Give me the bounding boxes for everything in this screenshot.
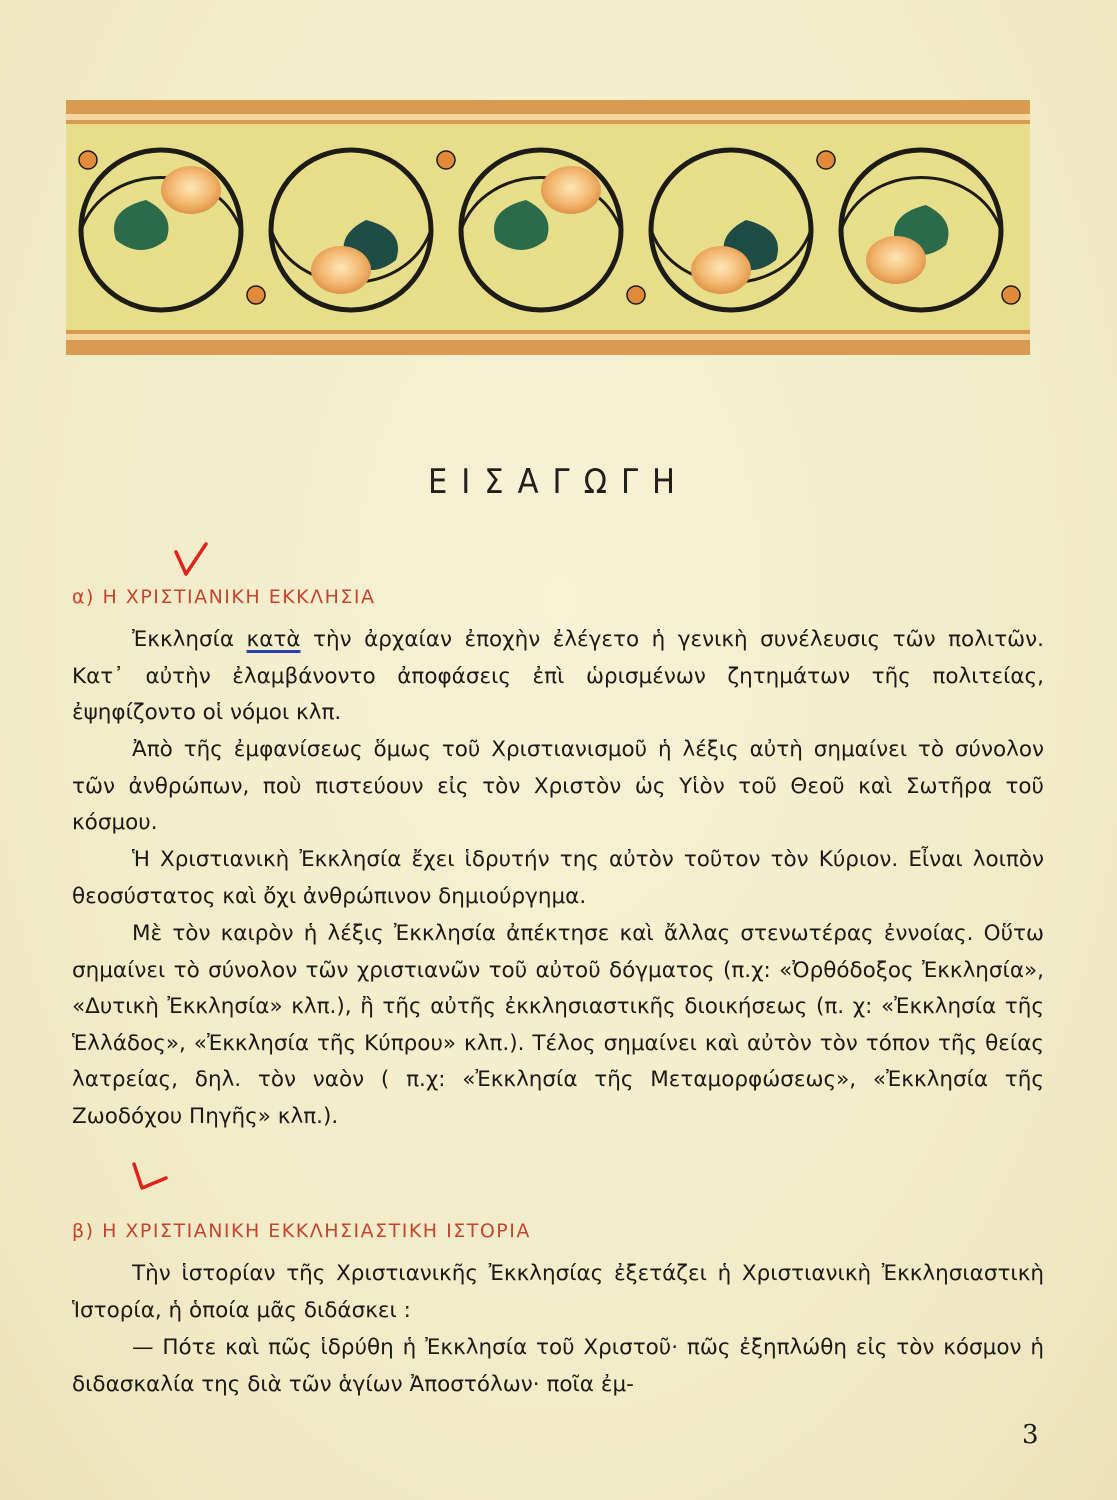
chapter-title: ΕΙΣΑΓΩΓΗ: [427, 462, 690, 502]
paragraph: [72, 916, 1044, 1135]
ornamental-banner: [66, 100, 1030, 355]
paragraph-text-start: Ἐκκλησία: [132, 627, 247, 652]
red-check-mark: [170, 540, 210, 580]
page-number: 3: [1022, 1420, 1039, 1450]
underlined-word: κατὰ: [246, 627, 301, 652]
paragraph-text: Ἀπὸ τῆς ἐμφανίσεως ὅμως τοῦ Χριστιανισμοῦ ἡ λέξις αὐτὴ σημαίνει τὸ σύνολον τῶν ἀνθρώπων, ποὺ πιστεύουν εἰς τὸν Χριστὸν ὡς Υἱὸν τοῦ Θεοῦ καὶ Σωτῆρα τοῦ κόσμου.: [72, 737, 1044, 835]
section-heading-a: α) Η ΧΡΙΣΤΙΑΝΙΚΗ ΕΚΚΛΗΣΙΑ: [72, 586, 376, 608]
paragraph: [72, 622, 1044, 732]
section-heading-b: β) Η ΧΡΙΣΤΙΑΝΙΚΗ ΕΚΚΛΗΣΙΑΣΤΙΚΗ ΙΣΤΟΡΙΑ: [72, 1220, 531, 1242]
paragraph: [72, 842, 1044, 915]
paragraph-text: Ἡ Χριστιανικὴ Ἐκκλησία ἔχει ἱδρυτήν της αὐτὸν τοῦτον τὸν Κύριον. Εἶναι λοιπὸν θεοσύστατος καὶ ὄχι ἀνθρώπινον δημιούργημα.: [72, 847, 1044, 909]
paragraph: [72, 1256, 1044, 1329]
paragraph: [72, 732, 1044, 842]
paragraph-text: Μὲ τὸν καιρὸν ἡ λέξις Ἐκκλησία ἀπέκτησε καὶ ἄλλας στενωτέρας ἐννοίας. Οὕτω σημαίνει τὸ σύνολον τῶν χριστιανῶν τοῦ αὐτοῦ δόγματος (π.χ: «Ὀρθόδοξος Ἐκκλησία», «Δυτικὴ Ἐκκλησία» κλπ.), ἢ τῆς αὐτῆς ἐκκλησιαστικῆς διοικήσεως (π. χ: «Ἐκκλησία τῆς Ἑλλάδος», «Ἐκκλησία τῆς Κύπρου» κλπ.). Τέλος σημαίνει καὶ αὐτὸν τὸν τόπον τῆς θείας λατρείας, δηλ. τὸν ναὸν ( π.χ: «Ἐκκλησία τῆς Μεταμορφώσεως», «Ἐκκλησία τῆς Ζωοδόχου Πηγῆς» κλπ.).: [72, 921, 1044, 1129]
paragraph-text: Τὴν ἱστορίαν τῆς Χριστιανικῆς Ἐκκλησίας ἐξετάζει ἡ Χριστιανικὴ Ἐκκλησιαστικὴ Ἱστορία, ἡ ὁποία μᾶς διδάσκει :: [72, 1261, 1044, 1323]
paragraph-text: — Πότε καὶ πῶς ἱδρύθη ἡ Ἐκκλησία τοῦ Χριστοῦ· πῶς ἐξηπλώθη εἰς τὸν κόσμον ἡ διδασκαλία της διὰ τῶν ἁγίων Ἀποστόλων· ποῖα ἐμ-: [72, 1335, 1044, 1397]
paragraph: [72, 1330, 1044, 1403]
red-check-mark: [130, 1160, 170, 1194]
paragraph-text-end: τὴν ἀρχαίαν ἐποχὴν ἐλέγετο ἡ γενικὴ συνέλευσις τῶν πολιτῶν. Κατ᾽ αὐτὴν ἐλαμβάνοντο ἀποφάσεις ἐπὶ ὡρισμένων ζητημάτων τῆς πολιτείας, ἐψηφίζοντο οἱ νόμοι κλπ.: [72, 627, 1044, 725]
